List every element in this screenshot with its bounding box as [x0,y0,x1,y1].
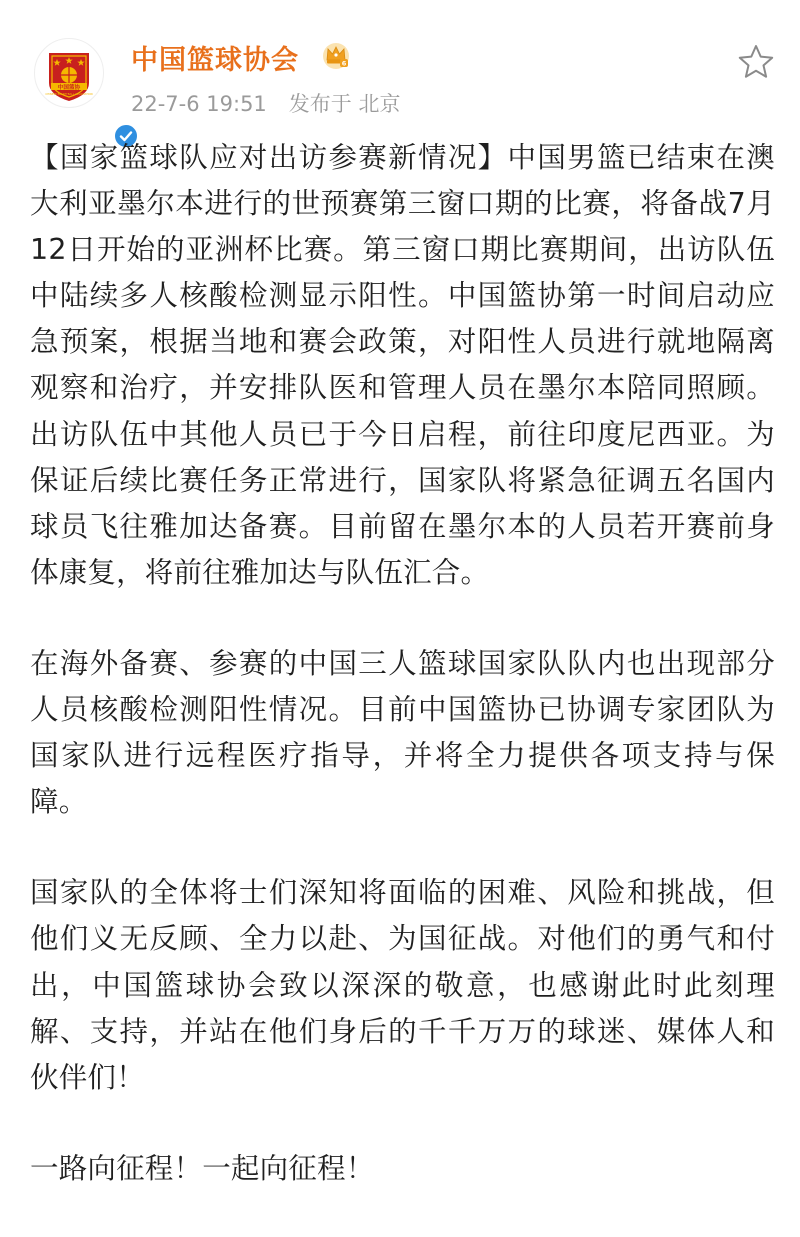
avatar[interactable] [34,38,104,108]
star-icon [736,42,776,82]
svg-text:6: 6 [341,59,347,68]
post-body [30,135,775,1237]
cba-logo [35,39,103,107]
favorite-button[interactable] [736,42,776,82]
post-meta [131,88,400,118]
post-timestamp: 22-7-6 19:51 [131,92,267,116]
logo-text: 中国篮协 [57,84,81,91]
logo-subtext: CHINESE BASKETBALL ASSOCIATION [45,93,93,96]
author-name[interactable]: 中国篮球协会 [131,45,299,76]
post-paragraph: 【国家篮球队应对出访参赛新情况】中国男篮已结束在澳大利亚墨尔本进行的世预赛第三窗口期的比赛，将备战7月12日开始的亚洲杯比赛。第三窗口期比赛期间，出访队伍中陆续多人核酸检测显示阳性。中国篮协第一时间启动应急预案，根据当地和赛会政策，对阳性人员进行就地隔离观察和治疗，并安排队医和管理人员在墨尔本陪同照顾。出访队伍中其他人员已于今日启程，前往印度尼西亚。为保证后续比赛任务正常进行，国家队将紧急征调五名国内球员飞往雅加达备赛。目前留在墨尔本的人员若开赛前身体康复，将前往雅加达与队伍汇合。 [30,141,775,589]
post-paragraph: 在海外备赛、参赛的中国三人篮球国家队队内也出现部分人员核酸检测阳性情况。目前中国篮协已协调专家团队为国家队进行远程医疗指导，并将全力提供各项支持与保障。 [30,646,775,819]
post-paragraph: 一路向征程！一起向征程！ [30,1151,375,1185]
crown-icon[interactable] [321,40,351,70]
post-paragraph: 国家队的全体将士们深知将面临的困难、风险和挑战，但他们义无反顾、全力以赴、为国征战。对他们的勇气和付出，中国篮球协会致以深深的敬意，也感谢此时此刻理解、支持，并站在他们身后的千千万万的球迷、媒体人和伙伴们！ [30,876,775,1094]
post-header [0,0,800,125]
post-location: 发布于 北京 [288,92,401,116]
